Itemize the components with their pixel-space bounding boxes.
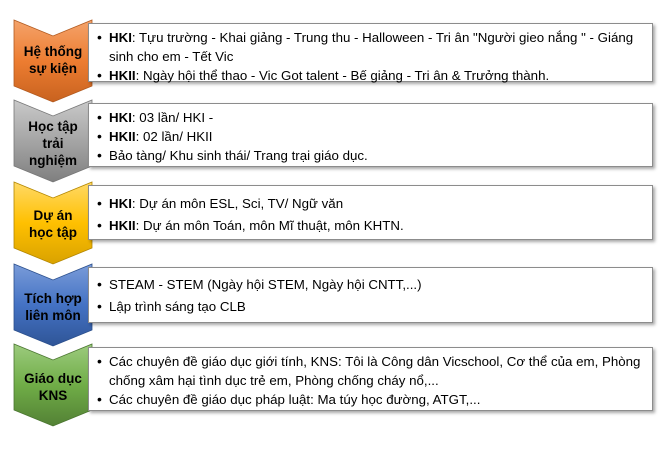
row-event-system [0,20,670,102]
list-item: • HKII: 02 lần/ HKII [95,127,646,146]
list-item: • Các chuyên đề giáo dục giới tính, KNS: Tôi là Công dân Vicschool, Cơ thể của em, Phòng chống xâm hại tình dục trẻ em, Phòng chống cháy nổ,... [95,352,646,390]
list-item: • HKII: Dự án môn Toán, môn Mĩ thuật, môn KHTN. [95,216,646,235]
chevron-label: Dự án học tập [28,208,77,240]
list-item: • STEAM - STEM (Ngày hội STEM, Ngày hội CNTT,...) [95,275,646,294]
row-experiential-learning [0,100,670,182]
chevron-label: Hệ thống sự kiện [23,44,83,76]
chevron-learning-projects [14,182,92,264]
row-interdisciplinary [0,264,670,346]
chevron-experiential-learning [14,100,92,182]
chevron-label: Học tập trải nghiệm [28,119,78,168]
list-item: • Bảo tàng/ Khu sinh thái/ Trang trại giáo dục. [95,146,646,165]
content-box [88,347,653,411]
list-item: • HKI: Tựu trường - Khai giảng - Trung thu - Halloween - Tri ân "Người gieo nắng " - Giáng sinh cho em - Tết Vic [95,28,646,66]
list-item: • Lập trình sáng tạo CLB [95,297,646,316]
chevron-life-skills [14,344,92,426]
chevron-label: Giáo dục KNS [24,371,82,403]
content-box [88,23,653,82]
chevron-event-system [14,20,92,102]
row-learning-projects [0,182,670,264]
content-box [88,185,653,240]
chevron-label: Tích hợp liên môn [24,291,82,323]
row-life-skills [0,344,670,426]
list-item: • HKI: 03 lần/ HKI - [95,108,646,127]
content-box [88,103,653,167]
chevron-interdisciplinary [14,264,92,346]
list-item: • HKII: Ngày hội thể thao - Vic Got talent - Bế giảng - Tri ân & Trưởng thành. [95,66,646,85]
list-item: • HKI: Dự án môn ESL, Sci, TV/ Ngữ văn [95,194,646,213]
content-box [88,267,653,323]
list-item: • Các chuyên đề giáo dục pháp luật: Ma túy học đường, ATGT,... [95,390,646,409]
